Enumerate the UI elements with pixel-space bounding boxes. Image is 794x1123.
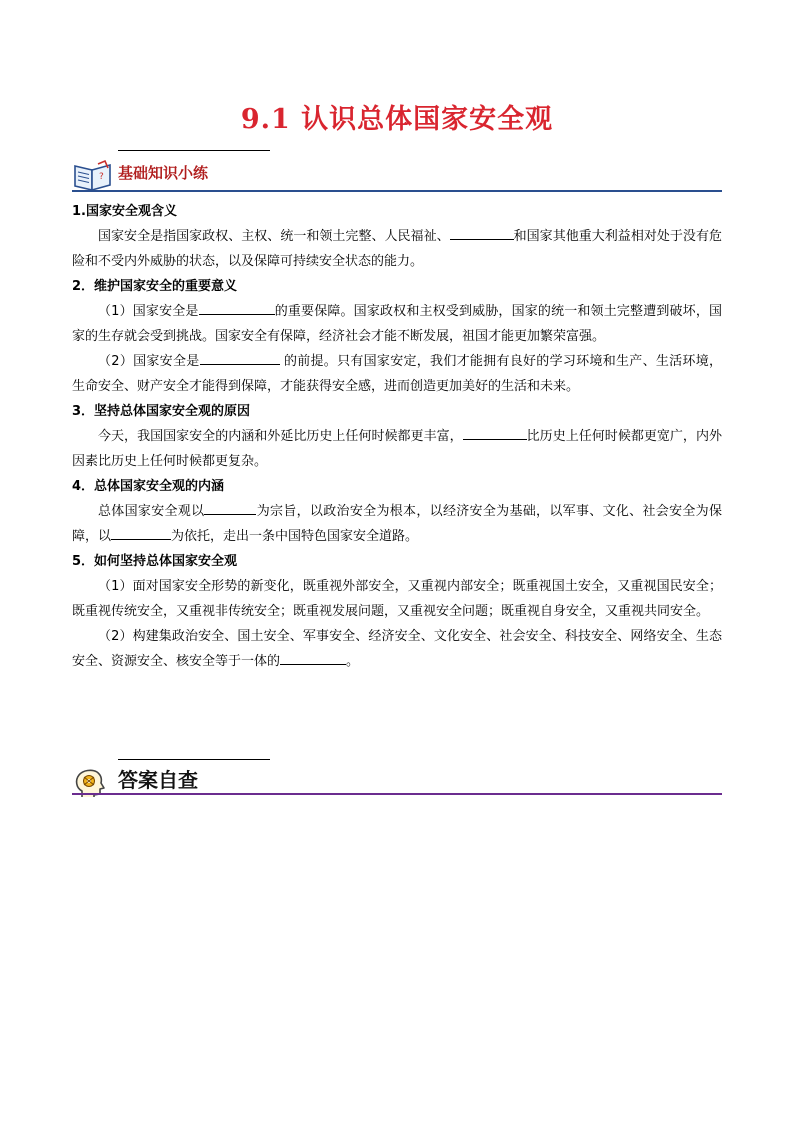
header-bottom-rule	[72, 793, 722, 795]
text-run: 的前提。只有国家安定，我们才能拥有良好的学习环境和生产、生活环境，生命安全、财产安全才能得到保障，才能获得安全感，进而创造更加美好的生活和未来。	[72, 354, 722, 394]
text-run: 总体国家安全观以	[98, 504, 205, 519]
fill-in-blank[interactable]	[111, 525, 171, 540]
text-run: 国家安全是指国家政权、主权、统一和领土完整、人民福祉、	[98, 229, 450, 244]
item-heading-4: 4．总体国家安全观的内涵	[72, 479, 225, 494]
item-heading-1: 1.国家安全观含义	[72, 204, 177, 219]
text-run: 的重要保障。国家政权和主权受到威胁，国家的统一和领土完整遭到破坏，国家的生存就会受到挑战。国家安全有保障，经济社会才能不断发展，祖国才能更加繁荣富强。	[72, 304, 722, 344]
section-header-answer-check	[72, 759, 722, 803]
section-header-basic-knowledge	[72, 150, 722, 194]
book-icon	[72, 158, 114, 192]
text-run: （2）构建集政治安全、国土安全、军事安全、经济安全、文化安全、社会安全、科技安全、网络安全、生态安全、资源安全、核安全等于一体的	[72, 629, 722, 669]
fill-in-blank[interactable]	[450, 225, 514, 240]
item-paragraph-3	[72, 424, 722, 474]
item-paragraph-5-2	[72, 624, 722, 674]
fill-in-blank[interactable]	[280, 650, 346, 665]
item-heading-2: 2．维护国家安全的重要意义	[72, 279, 238, 294]
fill-in-blank[interactable]	[204, 500, 256, 515]
fill-in-blank[interactable]	[199, 300, 275, 315]
header-bottom-rule	[72, 190, 722, 192]
section-label: 基础知识小练	[118, 164, 209, 182]
item-paragraph-2-2	[72, 349, 722, 399]
text-run: 。	[346, 654, 360, 669]
item-paragraph-4	[72, 499, 722, 549]
item-heading-5: 5．如何坚持总体国家安全观	[72, 554, 238, 569]
text-run: （1）国家安全是	[98, 304, 199, 319]
header-top-rule	[118, 150, 270, 151]
page-title: 9.1 认识总体国家安全观	[240, 104, 554, 135]
header-top-rule	[118, 759, 270, 760]
svg-text:?: ?	[99, 172, 104, 182]
item-heading-3: 3．坚持总体国家安全观的原因	[72, 404, 251, 419]
exercise-content	[72, 199, 722, 674]
text-run: 比历史上任何时候都更宽广，内外因素比历史上任何时候都更复杂。	[72, 429, 722, 469]
fill-in-blank[interactable]	[200, 350, 280, 365]
text-run: 和国家其他重大利益相对处于没有危险和不受内外威胁的状态，以及保障可持续安全状态的能力。	[72, 229, 722, 269]
fill-in-blank[interactable]	[463, 425, 527, 440]
text-run: （2）国家安全是	[98, 354, 200, 369]
section-label: 答案自查	[118, 768, 198, 792]
item-paragraph-1	[72, 224, 722, 274]
text-run: 为依托，走出一条中国特色国家安全道路。	[171, 529, 419, 544]
head-gear-icon	[72, 767, 114, 801]
item-paragraph-2-1	[72, 299, 722, 349]
item-paragraph-5-1: （1）面对国家安全形势的新变化，既重视外部安全，又重视内部安全；既重视国土安全，又重视国民安全；既重视传统安全，又重视非传统安全；既重视发展问题，又重视安全问题；既重视自身安全，又重视共同安全。	[72, 579, 722, 619]
text-run: 为宗旨，以政治安全为根本，以经济安全为基础，以军事、文化、社会安全为保障，以	[72, 504, 722, 544]
text-run: 今天，我国国家安全的内涵和外延比历史上任何时候都更丰富，	[98, 429, 463, 444]
